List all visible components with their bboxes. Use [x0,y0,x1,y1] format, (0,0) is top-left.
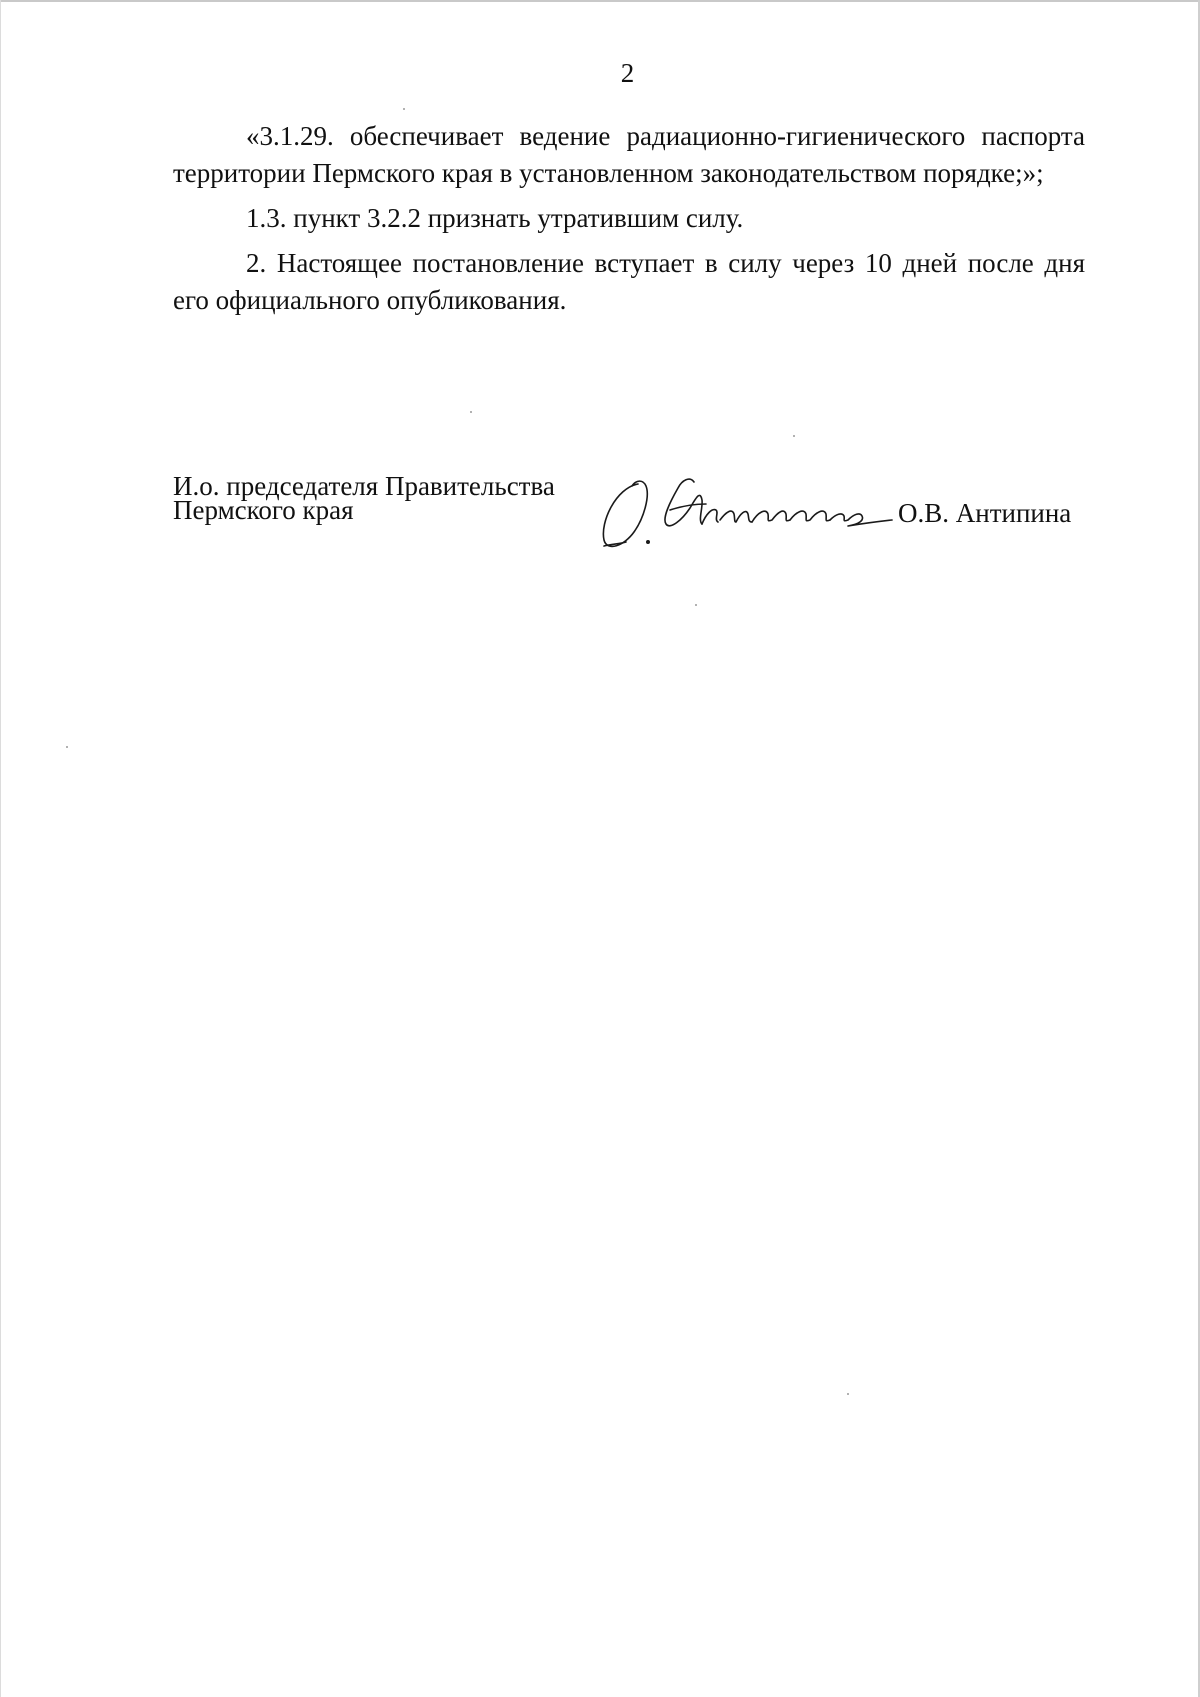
signatory-title-line1: И.о. председателя Правительства [173,471,555,501]
scan-speck [403,108,405,110]
scan-speck [695,604,697,606]
scan-speck [793,435,795,437]
handwritten-signature [598,474,908,554]
scan-speck [470,411,472,413]
document-body [173,118,1085,319]
signatory-name: О.В. Антипина [898,498,1072,528]
scan-speck [847,1393,849,1395]
signature-stroke [670,504,706,510]
scan-edge [0,0,1,1697]
signature-stroke [647,541,649,543]
scan-edge [0,0,1200,2]
signature-stroke [752,511,790,522]
signature-stroke [720,511,752,522]
paragraph-3-1-29: «3.1.29. обеспечивает ведение радиационно-гигиенического паспорта территории Пермского края в установленном законодательством порядке;»; [173,121,1085,188]
signature-stroke [665,479,702,526]
signature-stroke [790,511,830,521]
signatory-title [173,471,555,525]
signature-stroke [830,514,892,526]
paragraph-1-3: 1.3. пункт 3.2.2 признать утратившим силу. [246,203,744,233]
signature-stroke [603,481,647,546]
paragraph-2: 2. Настоящее постановление вступает в силу через 10 дней после дня его официального опубликования. [173,248,1085,315]
scan-speck [66,746,68,748]
signatory-title-line2: Пермского края [173,495,354,525]
page-number: 2 [620,58,635,88]
signature-stroke [702,510,718,524]
